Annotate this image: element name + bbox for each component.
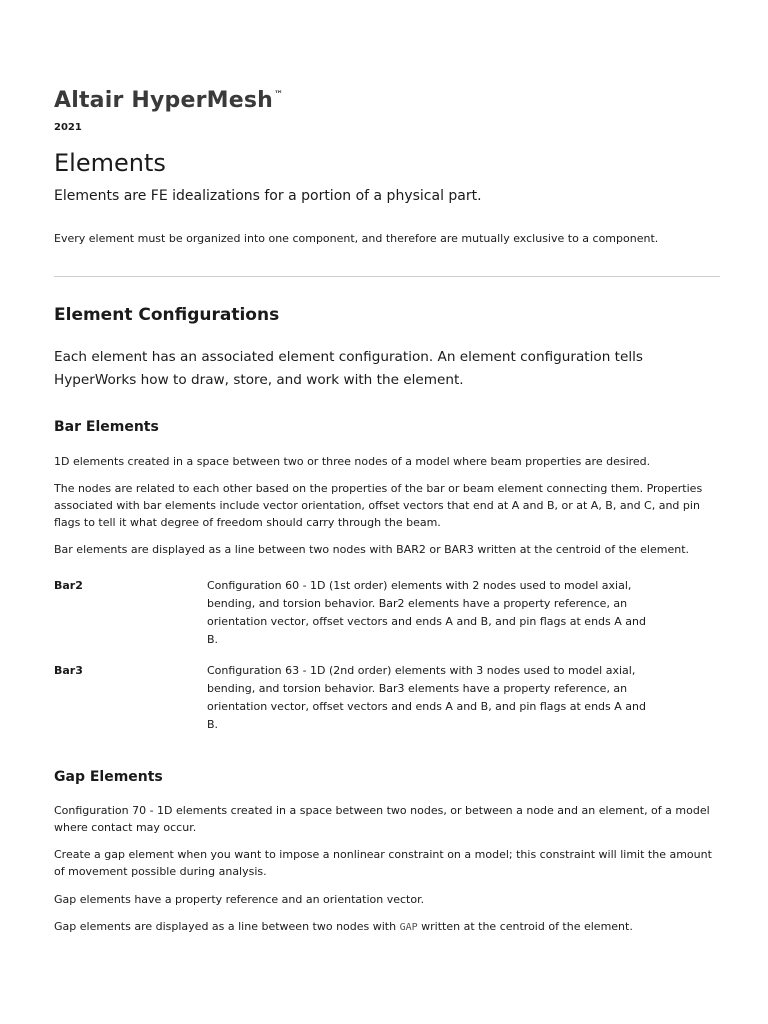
definition-term-bar3: Bar3 bbox=[54, 664, 83, 677]
configurations-lead-paragraph: Each element has an associated element configuration. An element configuration tells HyperWorks how to draw, store, and work with the element. bbox=[54, 349, 643, 388]
section-heading-gap-elements: Gap Elements bbox=[54, 769, 163, 785]
bar-paragraph-1: 1D elements created in a space between two or three nodes of a model where beam properties are desired. bbox=[54, 455, 651, 468]
page-title: Elements bbox=[54, 149, 166, 177]
gap-paragraph-3: Gap elements have a property reference and an orientation vector. bbox=[54, 893, 425, 906]
definition-desc-bar2: Configuration 60 - 1D (1st order) elements with 2 nodes used to model axial, bending, and torsion behavior. Bar2 elements have a property reference, an orientation vector, offset vectors and ends A and B, and pin flags at ends A and B. bbox=[207, 579, 646, 646]
definition-desc-bar3: Configuration 63 - 1D (2nd order) elements with 3 nodes used to model axial, bending, and torsion behavior. Bar3 elements have a property reference, an orientation vector, offset vectors and ends A and B, and pin flags at ends A and B. bbox=[207, 664, 646, 731]
gap-paragraph-4 bbox=[54, 918, 720, 936]
gap-code-keyword: GAP bbox=[399, 922, 418, 933]
brand-name: Altair HyperMesh bbox=[54, 88, 274, 113]
definition-term-bar2: Bar2 bbox=[54, 579, 83, 592]
section-heading-element-configurations: Element Configurations bbox=[54, 305, 280, 325]
gap-paragraph-2: Create a gap element when you want to impose a nonlinear constraint on a model; this constraint will limit the amount of movement possible during analysis. bbox=[54, 848, 712, 878]
gap-paragraph-1: Configuration 70 - 1D elements created in a space between two nodes, or between a node and an element, of a model where contact may occur. bbox=[54, 804, 710, 834]
release-year: 2021 bbox=[54, 122, 82, 133]
intro-paragraph: Every element must be organized into one component, and therefore are mutually exclusive to a component. bbox=[54, 232, 659, 245]
trademark-symbol: ™ bbox=[274, 90, 284, 100]
gap-p4-text-after: written at the centroid of the element. bbox=[417, 920, 633, 933]
bar-paragraph-3: Bar elements are displayed as a line between two nodes with BAR2 or BAR3 written at the centroid of the element. bbox=[54, 543, 690, 556]
short-description: Elements are FE idealizations for a portion of a physical part. bbox=[54, 188, 482, 204]
gap-p4-text-before: Gap elements are displayed as a line between two nodes with bbox=[54, 920, 400, 933]
product-logo bbox=[54, 88, 283, 113]
bar-paragraph-2: The nodes are related to each other based on the properties of the bar or beam element connecting them. Properties associated with bar elements include vector orientation, offset vectors that end at A and B, or at A, B, and C, and pin flags to tell it what degree of freedom should carry through the beam. bbox=[54, 482, 703, 529]
section-heading-bar-elements: Bar Elements bbox=[54, 419, 159, 435]
section-divider bbox=[54, 276, 720, 277]
